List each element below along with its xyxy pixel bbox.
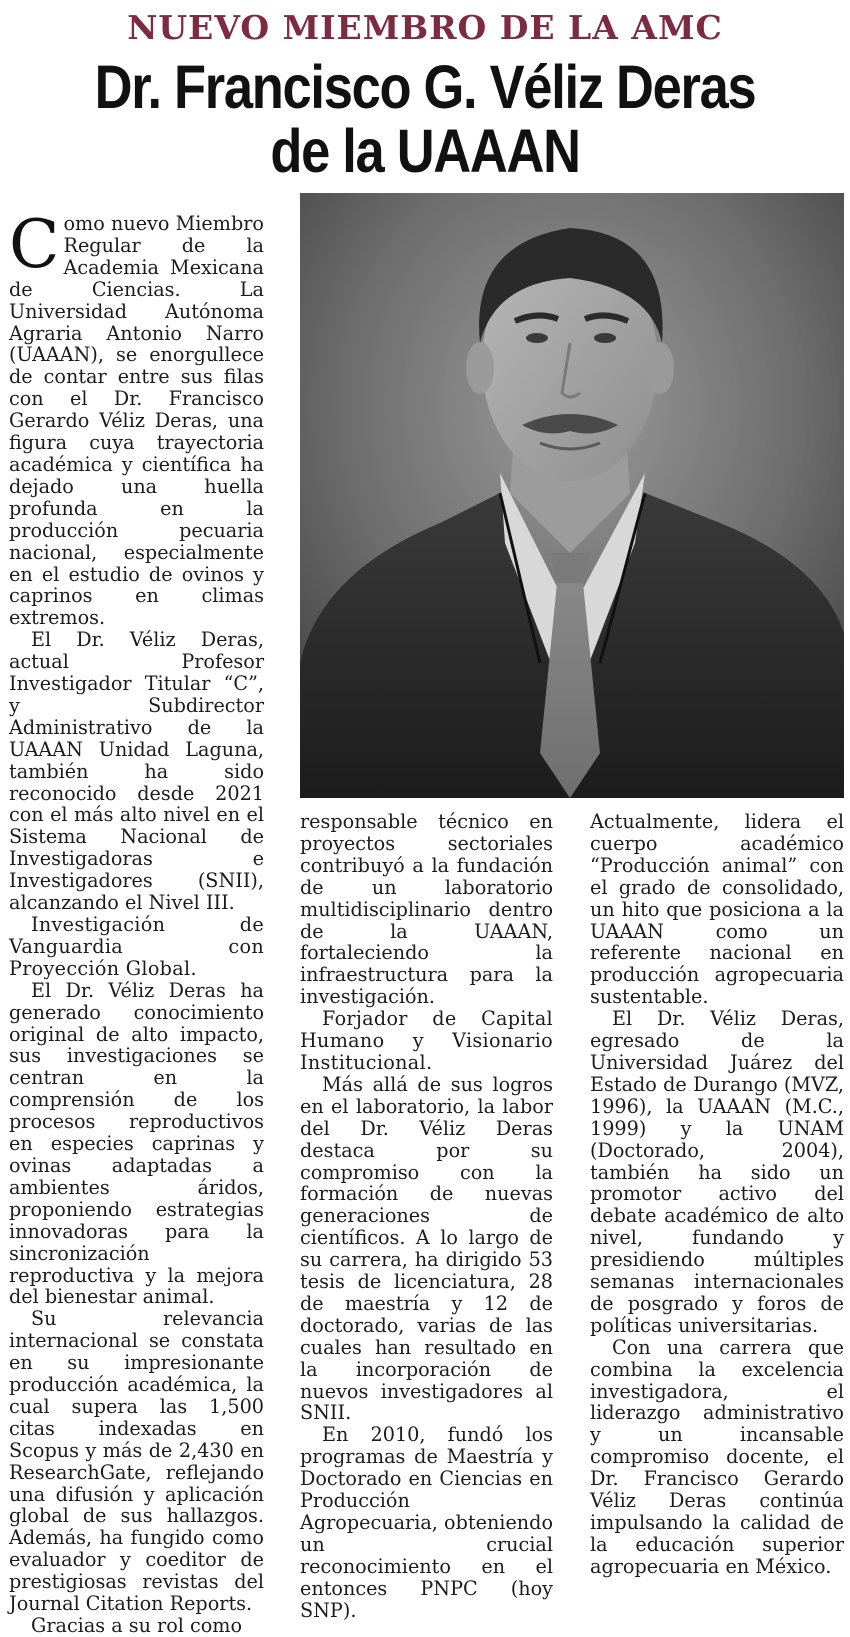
subheading-forjador: Forjador de Capital Humano y Visionario Institucional. bbox=[300, 1007, 553, 1074]
paragraph-2010: En 2010, fundó los programas de Maestría y Doctorado en Ciencias en Producción Agropecuaria, obteniendo un crucial reconocimiento en el entonces PNPC (hoy SNP). bbox=[300, 1423, 553, 1622]
paragraph-continued: responsable técnico en proyectos sectoriales contribuyó a la fundación de un laboratorio multidisciplinario dentro de la UAAAN, fortaleciendo la infraestructura para la investigación. bbox=[300, 810, 553, 1009]
article-column-3 bbox=[590, 811, 844, 1578]
section-kicker: NUEVO MIEMBRO DE LA AMC bbox=[127, 8, 723, 47]
article-column-2 bbox=[300, 811, 553, 1622]
headline bbox=[60, 55, 791, 183]
paragraph-intro-text: omo nuevo Miembro Regular de la Academia Mexicana de Ciencias. La Universidad Autónoma Agraria Antonio Narro (UAAAN), se enorgullece de contar entre sus filas con el Dr. Francisco Gerardo Véliz Deras, una figura cuya trayectoria académica y científica ha dejado una huella profunda en la producción pecuaria nacional, especialmente en el estudio de ovinos y caprinos en climas extremos. bbox=[9, 212, 264, 630]
paragraph-5: Gracias a su rol como bbox=[31, 1614, 243, 1637]
paragraph-egresado: El Dr. Véliz Deras, egresado de la Universidad Juárez del Estado de Durango (MVZ, 1996), la UAAAN (M.C., 1999) y la UNAM (Doctorado, 2004), también ha sido un promotor activo del debate académico de alto nivel, fundando y presidiendo múltiples semanas internacionales de posgrado y foros de políticas universitarias. bbox=[590, 1007, 844, 1337]
subheading-vanguardia: Investigación de Vanguardia con Proyección Global. bbox=[9, 913, 264, 980]
paragraph-4: Su relevancia internacional se constata en su impresionante producción académica, la cual supera las 1,500 citas indexadas en Scopus y más de 2,430 en ResearchGate, reflejando una difusión y aplicación global de sus hallazgos. Además, ha fungido como evaluador y coeditor de prestigiosas revistas del Journal Citation Reports. bbox=[9, 1307, 264, 1616]
paragraph-conclusion: Con una carrera que combina la excelencia investigadora, el liderazgo administrativo y un incansable compromiso docente, el Dr. Francisco Gerardo Véliz Deras continúa impulsando la calidad de la educación superior agropecuaria en México. bbox=[590, 1335, 844, 1578]
paragraph-2: El Dr. Véliz Deras, actual Profesor Investigador Titular “C”, y Subdirector Administrativo de la UAAAN Unidad Laguna, también ha sido reconocido desde 2021 con el más alto nivel en el Sistema Nacional de Investigadoras e Investigadores (SNII), alcanzando el Nivel III. bbox=[9, 628, 264, 915]
portrait-illustration bbox=[300, 193, 844, 798]
drop-cap: C bbox=[9, 206, 60, 283]
paragraph-actualmente: Actualmente, lidera el cuerpo académico “Producción animal” con el grado de consolidado, un hito que posiciona a la UAAAN como un referente nacional en producción agropecuaria sustentable. bbox=[590, 810, 844, 1009]
headline-line-2: de la UAAAN bbox=[270, 117, 580, 185]
paragraph-formacion: Más allá de sus logros en el laboratorio, la labor del Dr. Véliz Deras destaca por su compromiso con la formación de nuevas generaciones de científicos. A lo largo de su carrera, ha dirigido 53 tesis de licenciatura, 28 de maestría y 12 de doctorado, varias de las cuales han resultado en la incorporación de nuevos investigadores al SNII. bbox=[300, 1072, 553, 1425]
headline-line-1: Dr. Francisco G. Véliz Deras bbox=[94, 53, 756, 121]
portrait-photo bbox=[300, 193, 844, 798]
paragraph-intro bbox=[9, 206, 264, 630]
paragraph-3: El Dr. Véliz Deras ha generado conocimiento original de alto impacto, sus investigaciones se centran en la comprensión de los procesos reproductivos en especies caprinas y ovinas adaptadas a ambientes áridos, proponiendo estrategias innovadoras para la sincronización reproductiva y la mejora del bienestar animal. bbox=[9, 978, 264, 1309]
article-column-1 bbox=[9, 206, 264, 1637]
